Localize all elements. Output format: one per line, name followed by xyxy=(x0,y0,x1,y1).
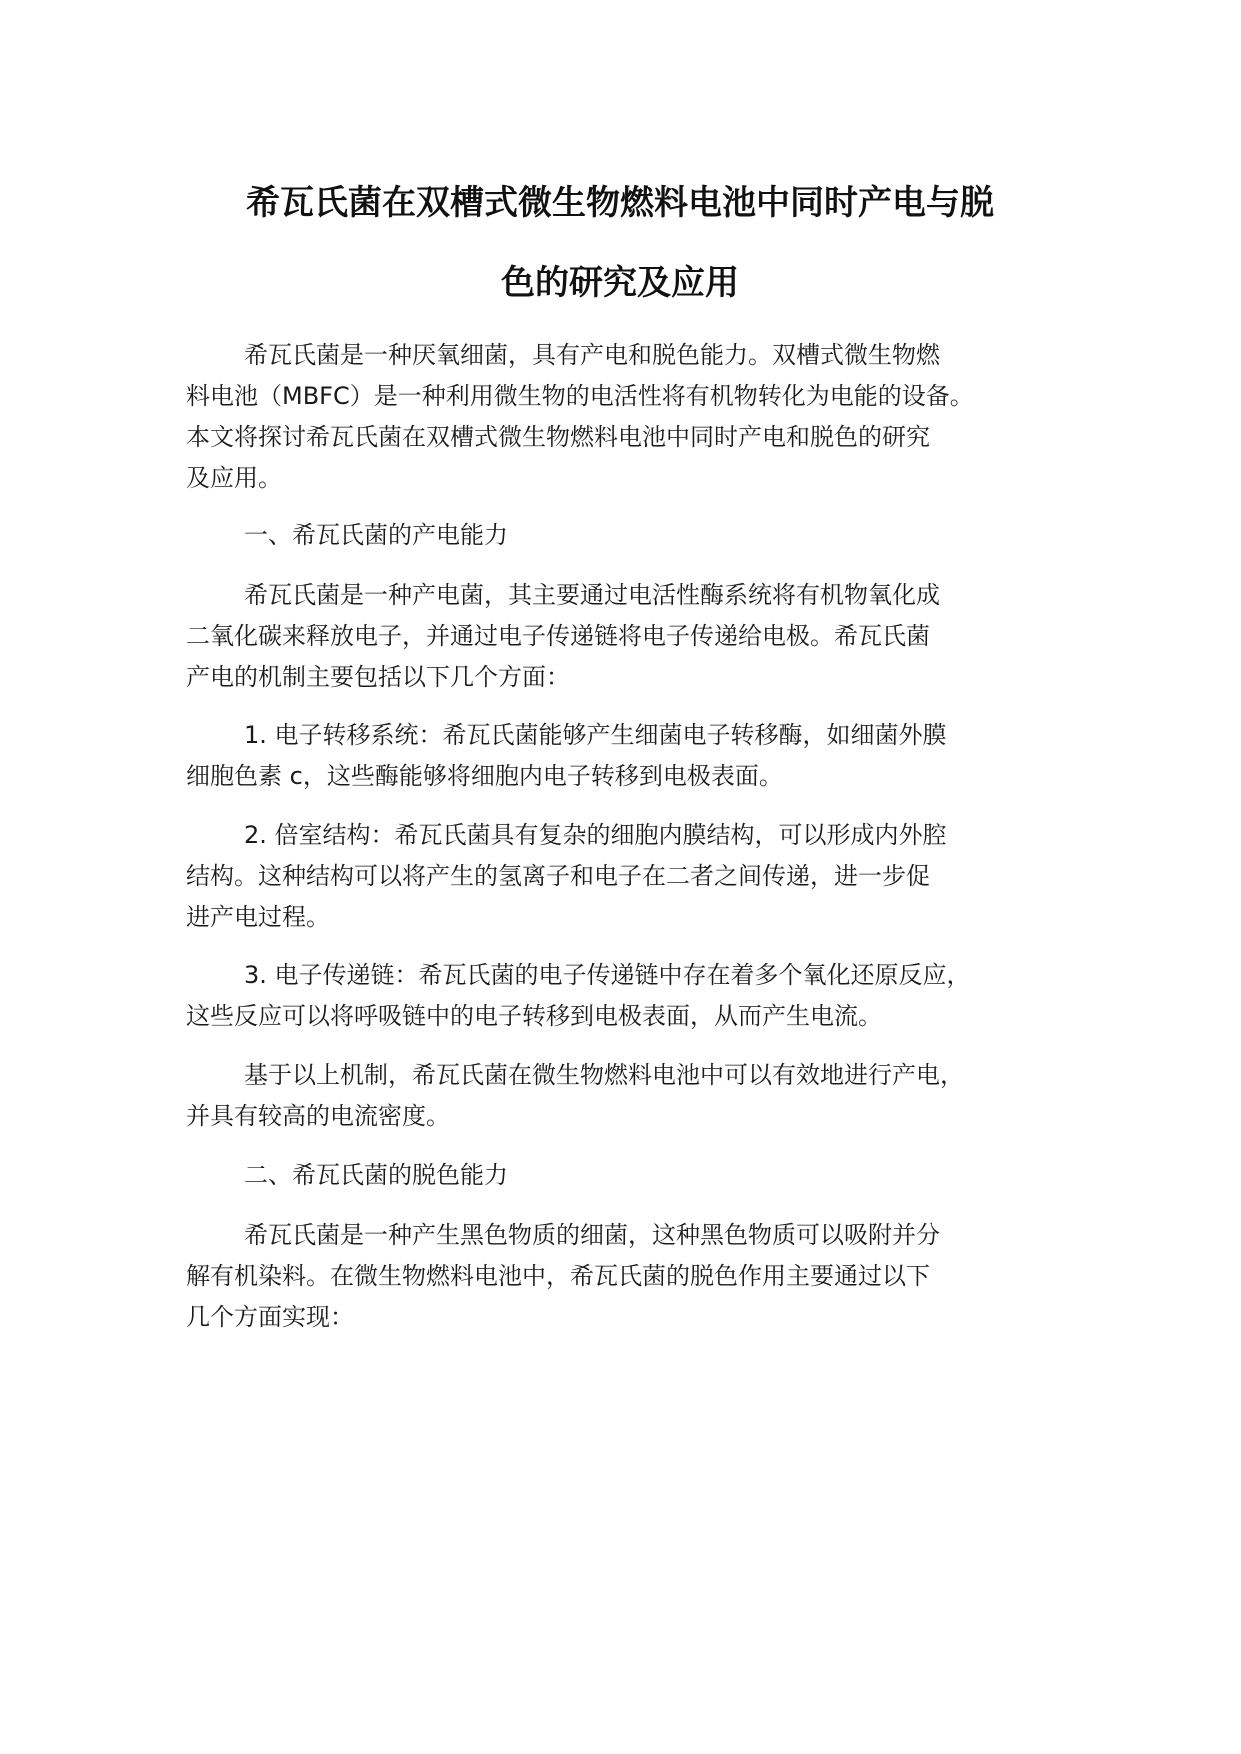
paragraph-line: 二氧化碳来释放电子，并通过电子传递链将电子传递给电极。希瓦氏菌 xyxy=(186,622,930,650)
list-item-line: 细胞色素 c，这些酶能够将细胞内电子转移到电极表面。 xyxy=(186,762,783,790)
paragraph-line: 希瓦氏菌是一种产生黑色物质的细菌，这种黑色物质可以吸附并分 xyxy=(244,1221,940,1249)
list-item-line: 进产电过程。 xyxy=(186,903,330,931)
list-item-line: 结构。这种结构可以将产生的氢离子和电子在二者之间传递，进一步促 xyxy=(186,862,930,890)
list-item-line: 这些反应可以将呼吸链中的电子转移到电极表面，从而产生电流。 xyxy=(186,1002,882,1030)
section-heading: 一、希瓦氏菌的产电能力 xyxy=(244,521,508,549)
document-title-line-2: 色的研究及应用 xyxy=(501,263,739,303)
list-item-line: 2. 倍室结构：希瓦氏菌具有复杂的细胞内膜结构，可以形成内外腔 xyxy=(244,821,947,849)
list-item-line: 3. 电子传递链：希瓦氏菌的电子传递链中存在着多个氧化还原反应， xyxy=(244,961,971,989)
paragraph-line: 产电的机制主要包括以下几个方面： xyxy=(186,663,570,691)
paragraph-line: 并具有较高的电流密度。 xyxy=(186,1102,450,1130)
paragraph-line: 希瓦氏菌是一种产电菌，其主要通过电活性酶系统将有机物氧化成 xyxy=(244,581,940,609)
paragraph-line: 几个方面实现： xyxy=(186,1303,354,1331)
section-heading: 二、希瓦氏菌的脱色能力 xyxy=(244,1161,508,1189)
list-item-line: 1. 电子转移系统：希瓦氏菌能够产生细菌电子转移酶，如细菌外膜 xyxy=(244,721,947,749)
paragraph-line: 基于以上机制，希瓦氏菌在微生物燃料电池中可以有效地进行产电， xyxy=(244,1061,964,1089)
paragraph-line: 本文将探讨希瓦氏菌在双槽式微生物燃料电池中同时产电和脱色的研究 xyxy=(186,423,930,451)
paragraph-line: 及应用。 xyxy=(186,464,282,492)
paragraph-line: 解有机染料。在微生物燃料电池中，希瓦氏菌的脱色作用主要通过以下 xyxy=(186,1262,930,1290)
document-title-line-1: 希瓦氏菌在双槽式微生物燃料电池中同时产电与脱 xyxy=(246,183,994,223)
paragraph-line: 料电池（MBFC）是一种利用微生物的电活性将有机物转化为电能的设备。 xyxy=(186,382,974,410)
paragraph-line: 希瓦氏菌是一种厌氧细菌，具有产电和脱色能力。双槽式微生物燃 xyxy=(244,341,940,369)
